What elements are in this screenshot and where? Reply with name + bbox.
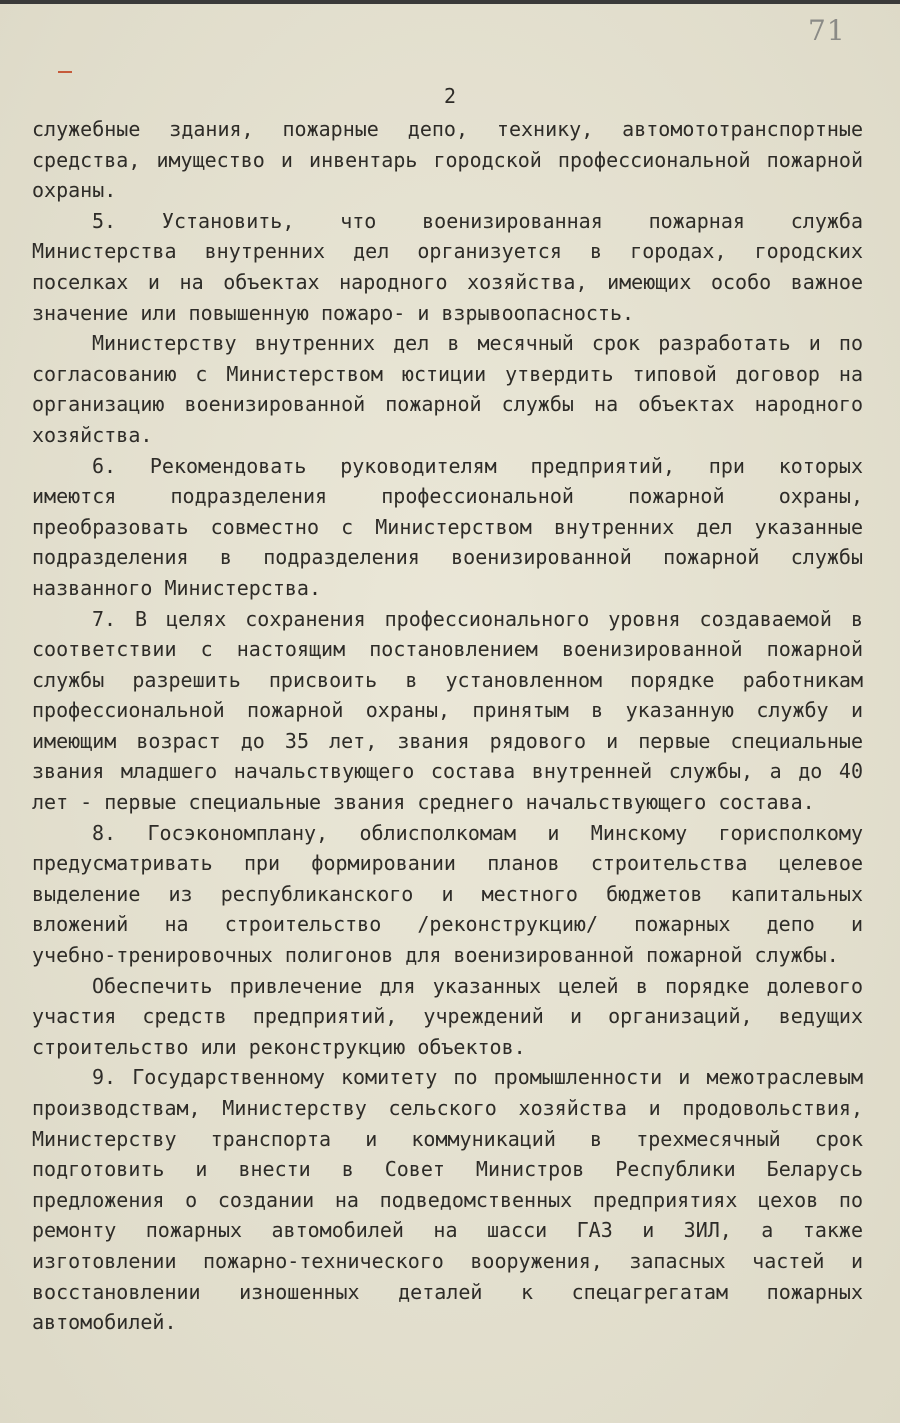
text-line: автомобилей. — [32, 1310, 177, 1335]
text-line: предложения о создании на подведомственных предприятиях цехов по — [32, 1187, 863, 1212]
text-line: учебно-тренировочных полигонов для военизированной пожарной службы. — [32, 943, 839, 968]
text-line: названного Министерства. — [32, 575, 321, 600]
text-line: хозяйства. — [32, 422, 153, 447]
text-line: звания младшего начальствующего состава внутренней службы, а до 40 — [32, 759, 863, 784]
text-line: поселках и на объектах народного хозяйства, имеющих особо важное — [32, 269, 863, 294]
scan-top-edge — [0, 0, 900, 4]
text-line: подразделения в подразделения военизированной пожарной службы — [32, 545, 863, 570]
text-line: охраны. — [32, 178, 117, 203]
text-line: участия средств предприятий, учреждений и организаций, ведущих — [32, 1004, 863, 1029]
text-line: согласованию с Министерством юстиции утвердить типовой договор на — [32, 361, 863, 386]
margin-mark — [58, 71, 72, 73]
text-line: изготовлении пожарно-технического вооружения, запасных частей и — [32, 1248, 863, 1273]
text-line: вложений на строительство /реконструкцию/ пожарных депо и — [32, 912, 863, 937]
text-line: ремонту пожарных автомобилей на шасси ГАЗ и ЗИЛ, а также — [32, 1218, 863, 1243]
page-number: 2 — [443, 84, 457, 108]
text-line: имеющим возраст до 35 лет, звания рядового и первые специальные — [32, 728, 863, 753]
text-line: производствам, Министерству сельского хозяйства и продовольствия, — [32, 1096, 863, 1120]
text-line: лет - первые специальные звания среднего начальствующего состава. — [32, 790, 815, 815]
text-line: Министерству транспорта и коммуникаций в трехмесячный срок — [32, 1126, 863, 1151]
document-body — [32, 114, 863, 1338]
text-line: 9. Государственному комитету по промышленности и межотраслевым — [92, 1065, 863, 1090]
text-line: Министерства внутренних дел организуется в городах, городских — [32, 239, 863, 264]
text-line: профессиональной пожарной охраны, принятым в указанную службу и — [32, 698, 863, 723]
text-line: преобразовать совместно с Министерством внутренних дел указанные — [32, 514, 863, 539]
text-line: Министерству внутренних дел в месячный срок разработать и по — [92, 331, 863, 356]
text-line: 7. В целях сохранения профессионального уровня создаваемой в — [92, 606, 863, 631]
text-line: 8. Госэкономплану, облисполкомам и Минскому горисполкому — [92, 820, 863, 845]
text-line: 6. Рекомендовать руководителям предприятий, при которых — [92, 453, 863, 478]
text-line: строительство или реконструкцию объектов. — [32, 1034, 526, 1059]
text-line: средства, имущество и инвентарь городской профессиональной пожарной — [32, 147, 863, 172]
text-line: значение или повышенную пожаро- и взрывоопасность. — [32, 300, 635, 325]
text-line: имеются подразделения профессиональной пожарной охраны, — [32, 484, 863, 509]
text-line: соответствии с настоящим постановлением военизированной пожарной — [32, 637, 863, 662]
archive-sheet-number: 71 — [808, 14, 846, 47]
text-line: предусматривать при формировании планов строительства целевое — [32, 851, 863, 876]
text-line: служебные здания, пожарные депо, технику, автомототранспортные — [32, 117, 863, 141]
text-line: 5. Установить, что военизированная пожарная служба — [92, 208, 863, 233]
text-line: восстановлении изношенных деталей к спецагрегатам пожарных — [32, 1279, 863, 1304]
text-line: выделение из республиканского и местного бюджетов капитальных — [32, 881, 863, 906]
text-line: подготовить и внести в Совет Министров Республики Беларусь — [32, 1157, 863, 1182]
text-line: организацию военизированной пожарной службы на объектах народного — [32, 392, 863, 417]
text-line: службы разрешить присвоить в установленном порядке работникам — [32, 667, 863, 692]
text-line: Обеспечить привлечение для указанных целей в порядке долевого — [92, 973, 863, 998]
